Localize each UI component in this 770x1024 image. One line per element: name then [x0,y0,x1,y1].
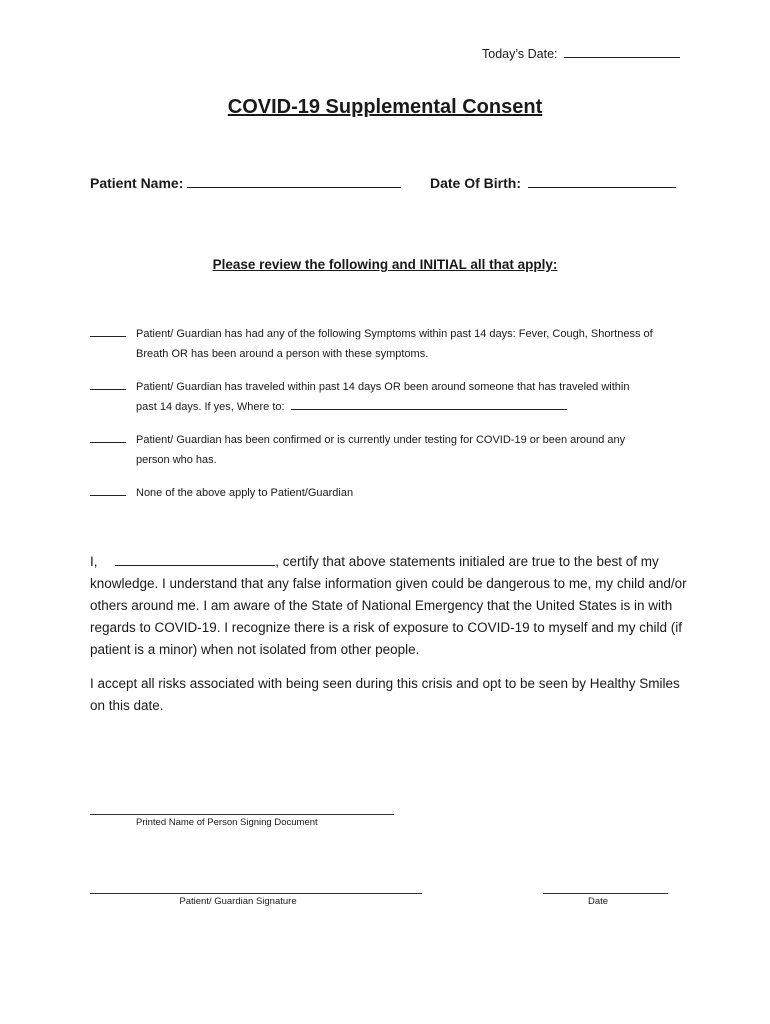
acceptance-paragraph: I accept all risks associated with being seen during this crisis and opt to be seen by Healthy Smiles on this date. [90,676,680,713]
todays-date [482,47,680,61]
certify-name-field[interactable] [115,565,275,566]
certify-text: , certify that above statements initialed are true to the best of my knowledge. I understand that any false information given could be dangerous to me, my child and/or others around me. I am aware of the State of National Emergency that the United States is in with regards to COVID-19. I recognize there is a risk of exposure to COVID-19 to myself and my child (if patient is a minor) when not isolated from other people. [90,554,687,657]
guardian-signature-field[interactable] [90,893,422,894]
item-text-cont: Breath OR has been around a person with these symptoms. [136,348,429,360]
dob-label: Date Of Birth: [430,175,521,191]
item-text: Patient/ Guardian has had any of the following Symptoms within past 14 days: Fever, Cough, Shortness of [136,328,653,340]
instructions: Please review the following and INITIAL all that apply: [212,257,558,272]
todays-date-field[interactable] [564,57,680,58]
todays-date-label: Today’s Date: [482,47,558,61]
item-text-cont [136,397,690,417]
initial-field[interactable] [90,324,126,337]
where-to-label: past 14 days. If yes, Where to: [136,401,285,413]
patient-name [90,175,401,191]
item-text-cont: person who has. [136,454,217,466]
item-text: None of the above apply to Patient/Guardian [136,487,354,499]
certification-paragraph [90,551,690,661]
date-of-birth [430,175,676,191]
certify-prefix: I, [90,554,98,569]
printed-name-field[interactable] [90,814,394,815]
dob-field[interactable] [528,187,676,188]
where-to-field[interactable] [291,409,567,410]
guardian-signature-caption: Patient/ Guardian Signature [179,896,297,907]
date-block [543,893,668,907]
date-caption: Date [587,896,609,907]
patient-name-label: Patient Name: [90,175,184,191]
initial-field[interactable] [90,483,126,496]
printed-name-block [90,814,394,828]
item-text: Patient/ Guardian has been confirmed or is currently under testing for COVID-19 or been around any [136,434,626,446]
guardian-signature-block [90,893,422,907]
initial-field[interactable] [90,430,126,443]
printed-name-caption: Printed Name of Person Signing Document [136,817,318,828]
page-title: COVID-19 Supplemental Consent [227,96,543,118]
initial-item-testing [90,430,690,470]
initial-field[interactable] [90,377,126,390]
date-field[interactable] [543,893,668,894]
initial-item-none [90,483,690,503]
patient-name-field[interactable] [187,187,401,188]
initial-item-symptoms [90,324,690,364]
initial-item-travel [90,377,690,417]
item-text: Patient/ Guardian has traveled within past 14 days OR been around someone that has traveled within [136,381,630,393]
